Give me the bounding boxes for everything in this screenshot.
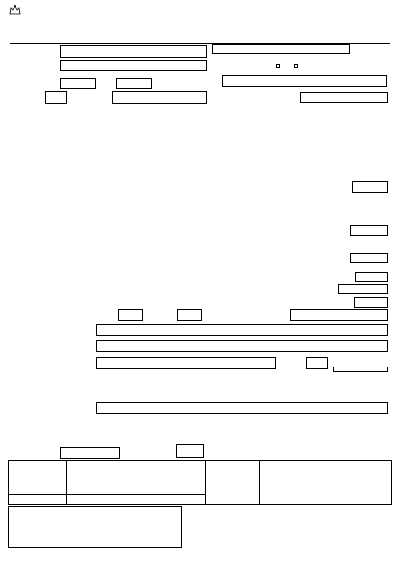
industry-input[interactable] — [176, 444, 204, 458]
royal-crest-icon — [8, 4, 22, 16]
braked-mass-input[interactable] — [118, 309, 143, 321]
specific-co2-input[interactable] — [352, 181, 388, 193]
euro-directive-input[interactable] — [96, 357, 276, 369]
power-weight-input[interactable] — [338, 284, 388, 294]
engine-speed-input[interactable] — [355, 272, 388, 282]
lhd-checkbox[interactable] — [276, 64, 280, 68]
nox-input[interactable] — [350, 253, 388, 263]
selling-dealer-name-input[interactable] — [260, 470, 391, 488]
trailer-weight-input[interactable] — [350, 225, 388, 236]
uk-registration-date-input[interactable] — [290, 309, 388, 321]
original-dealer-code-input[interactable] — [9, 470, 65, 488]
selling-dealer-code-input[interactable] — [206, 470, 258, 488]
euro-status-input[interactable] — [96, 340, 388, 352]
tax-payable-input[interactable] — [112, 91, 207, 104]
original-dealer-name-input[interactable] — [67, 470, 204, 488]
rde-input[interactable] — [306, 357, 328, 369]
unbraked-mass-input[interactable] — [177, 309, 202, 321]
state-purchased-input[interactable] — [212, 44, 350, 54]
s-code-input[interactable] — [222, 75, 387, 87]
tax-months-input[interactable] — [60, 78, 96, 89]
registration-number-input[interactable] — [60, 45, 207, 58]
tax-weeks-input[interactable] — [116, 78, 152, 89]
complete-rde-input[interactable] — [333, 367, 388, 372]
tax-start-date-input[interactable] — [300, 92, 388, 103]
innovative-tech-code-input[interactable] — [96, 402, 388, 414]
registration-fee-input[interactable] — [45, 91, 67, 104]
dvla-stamp-box — [8, 506, 182, 548]
track-width-input[interactable] — [96, 324, 388, 336]
purchaser-postcode-input[interactable] — [60, 447, 120, 459]
tax-class-input[interactable] — [60, 60, 207, 71]
rhd-checkbox[interactable] — [294, 64, 298, 68]
year-of-manufacture-input[interactable] — [354, 297, 388, 308]
